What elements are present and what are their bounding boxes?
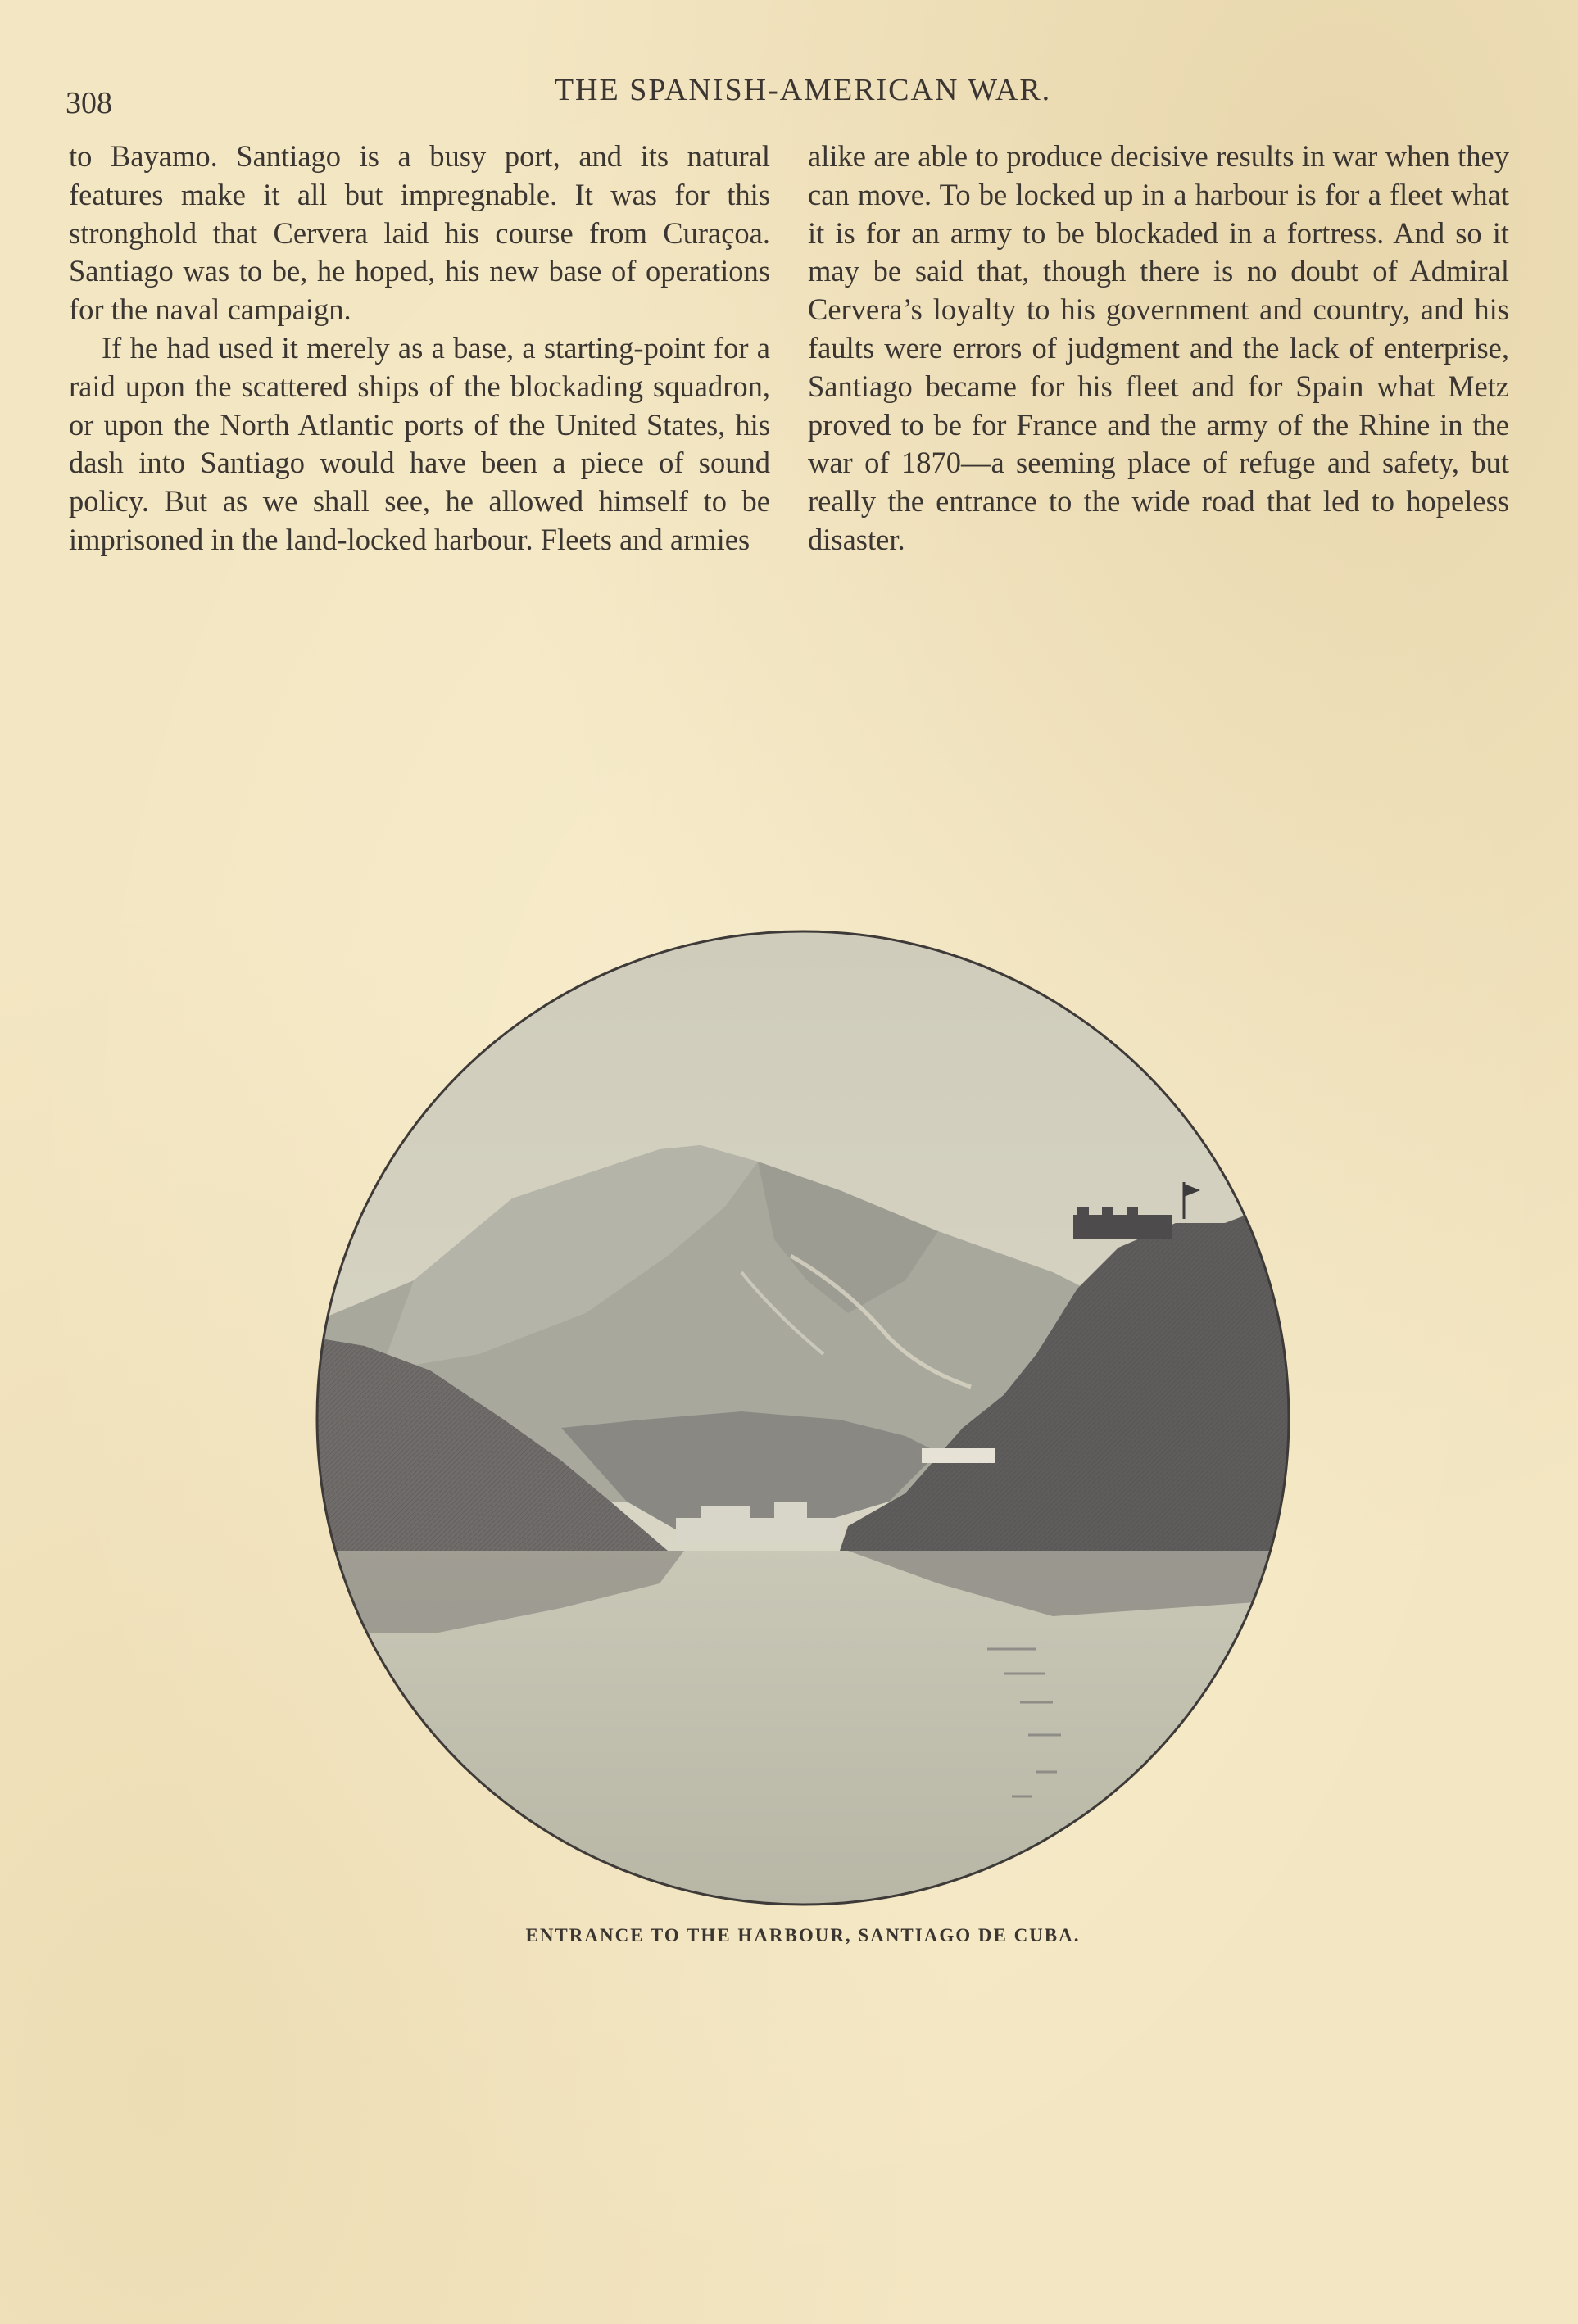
harbour-illustration (315, 928, 1290, 1908)
running-head: THE SPANISH-AMERICAN WAR. (554, 73, 1052, 107)
left-column (69, 138, 770, 559)
figure-caption: ENTRANCE TO THE HARBOUR, SANTIAGO DE CUBA. (525, 1925, 1081, 1946)
paragraph: to Bayamo. Santiago is a busy port, and its natural features make it all but impregnable. It was for this stronghold that Cervera laid his course from Curaçoa. Santiago was to be, he hoped, his new base of operations for the naval campaign. (69, 139, 770, 327)
harbour-engraving (315, 928, 1290, 1908)
page-number: 308 (66, 86, 112, 120)
right-column (808, 138, 1509, 559)
paragraph: If he had used it merely as a base, a starting-point for a raid upon the scattered ships of the blockading squadron, or upon the North Atlantic ports of the United States, his dash into Santiago would have been a piece of sound policy. But as we shall see, he allowed himself to be imprisoned in the land-locked harbour. Fleets and armies (69, 330, 770, 556)
paragraph: alike are able to produce decisive results in war when they can move. To be locked up in a harbour is for a fleet what it is for an army to be blockaded in a fortress. And so it may be said that, though there is no doubt of Admiral Cervera’s loyalty to his government and country, and his faults were errors of judgment and the lack of enterprise, Santiago became for his fleet and for Spain what Metz proved to be for France and the army of the Rhine in the war of 1870—a seeming place of refuge and safety, but really the entrance to the wide road that led to hopeless disaster. (808, 139, 1509, 556)
